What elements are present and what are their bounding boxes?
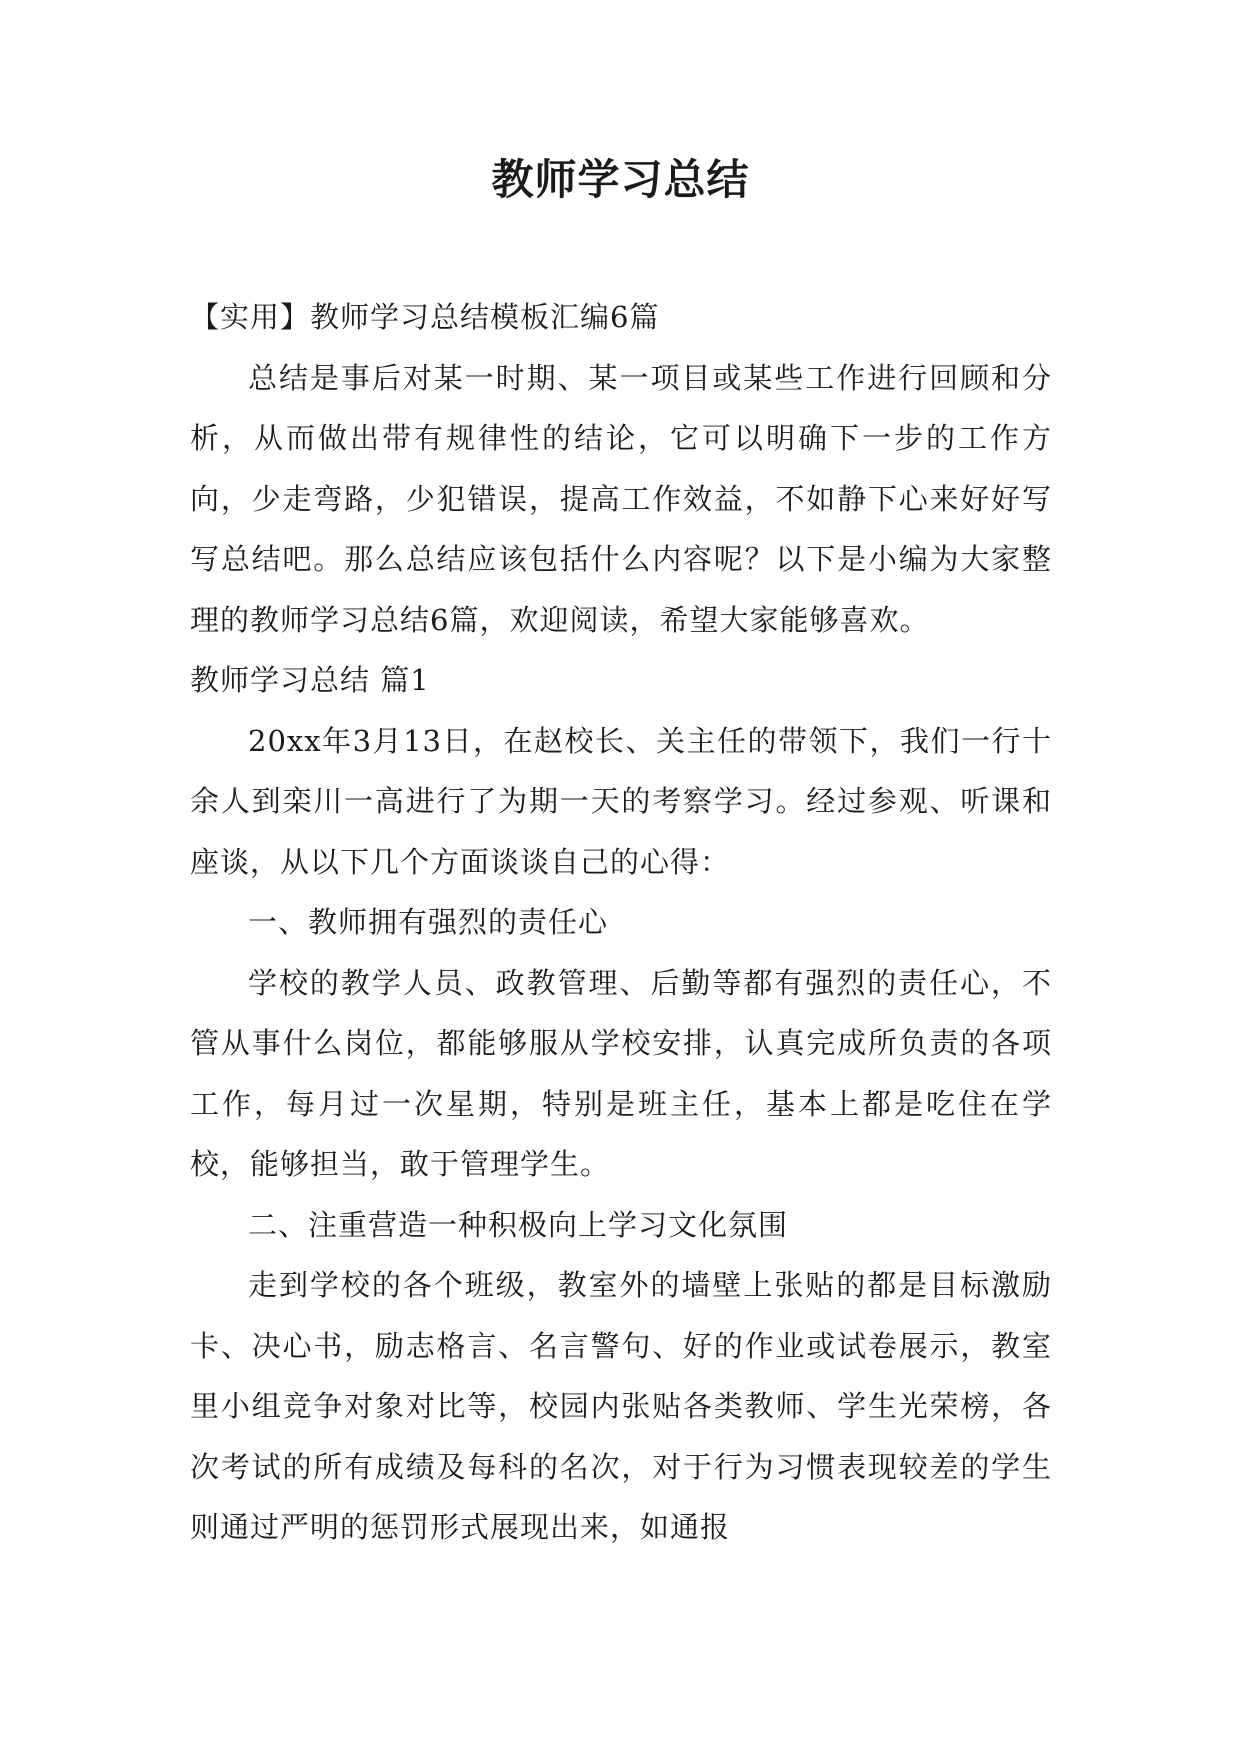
paragraph: 一、教师拥有强烈的责任心 (248, 905, 609, 939)
paragraph: 总结是事后对某一时期、某一项目或某些工作进行回顾和分析，从而做出带有规律性的结论，它可以明确下一步的工作方向，少走弯路，少犯错误，提高工作效益，不如静下心来好好写写总结吧。那么总结应该包括什么内容呢？以下是小编为大家整理的教师学习总结6篇，欢迎阅读，希望大家能够喜欢。 (190, 360, 1052, 637)
paragraph: 二、注重营造一种积极向上学习文化氛围 (248, 1207, 789, 1242)
document-body (190, 287, 1052, 1558)
paragraph: 20xx年3月13日，在赵校长、关主任的带领下，我们一行十余人到栾川一高进行了为期一天的考察学习。经过参观、听课和座谈，从以下几个方面谈谈自己的心得： (190, 723, 1052, 879)
document-subtitle: 【实用】教师学习总结模板汇编6篇 (190, 300, 660, 334)
paragraph: 教师学习总结 篇1 (190, 663, 430, 697)
paragraph: 学校的教学人员、政教管理、后勤等都有强烈的责任心，不管从事什么岗位，都能够服从学校安排，认真完成所负责的各项工作，每月过一次星期，特别是班主任，基本上都是吃住在学校，能够担当，敢于管理学生。 (190, 965, 1052, 1181)
paragraph-list (190, 348, 1052, 1558)
document-title: 教师学习总结 (491, 155, 750, 204)
paragraph: 走到学校的各个班级，教室外的墙壁上张贴的都是目标激励卡、决心书，励志格言、名言警句、好的作业或试卷展示，教室里小组竞争对象对比等，校园内张贴各类教师、学生光荣榜，各次考试的所有成绩及每科的名次，对于行为习惯表现较差的学生则通过严明的惩罚形式展现出来，如通报 (190, 1268, 1052, 1544)
